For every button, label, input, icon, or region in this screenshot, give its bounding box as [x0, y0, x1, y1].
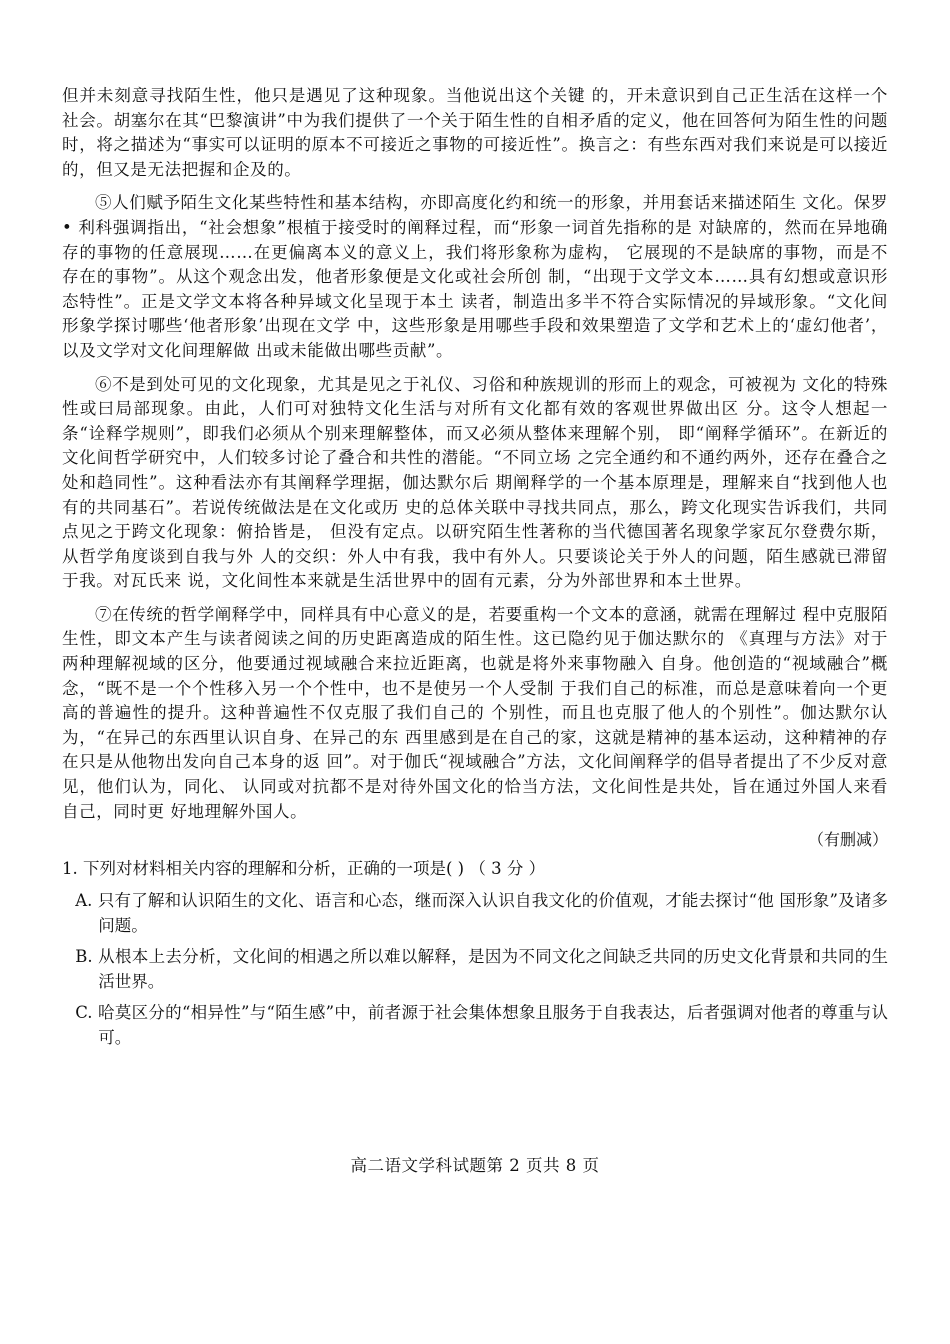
page-footer: 高二语文学科试题第 2 页共 8 页 [350, 1156, 600, 1175]
document-page [62, 84, 888, 1050]
source-note: （有删减） [807, 830, 888, 850]
paragraph-7: ⑦在传统的哲学阐释学中，同样具有中心意义的是，若要重构一个文本的意涵，就需在理解过 程中克服陌生性，即文本产生与读者阅读之间的历史距离造成的陌生性。这已隐约见于伽达默尔的 《真理与方法》对于两种理解视域的区分，他要通过视域融合来拉近距离，也就是将外来事物融入 自身。他创造的“视域融合”概念，“既不是一个个性移入另一个个性中，也不是使另一个人受制 于我们自己的标准，而总是意味着向一个更高的普遍性的提升。这种普遍性不仅克服了我们自己的 个别性，而且也克服了他人的个别性”。伽达默尔认为，“在异己的东西里认识自身、在异己的东 西里感到是在自己的家，这就是精神的基本运动，这种精神的存在只是从他物出发向自己本身的返 回”。对于伽氏“视域融合”方法，文化间阐释学的倡导者提出了不少反对意见，他们认为，同化、 认同或对抗都不是对待外国文化的恰当方法，文化间性是共处，旨在通过外国人来看自己，同时更 好地理解外国人。 [62, 604, 888, 821]
option-text: 只有了解和认识陌生的文化、语言和心态，继而深入认识自我文化的价值观，才能去探讨“他 国形象”及诸多问题。 [97, 891, 888, 936]
paragraph-5: ⑤人们赋予陌生文化某些特性和基本结构，亦即高度化约和统一的形象，并用套话来描述陌生 文化。保罗 • 利科强调指出，“社会想象”根植于接受时的阐释过程，而“形象一词首先指称的是 对缺席的，然而在异地确存的事物的任意展现……在更偏离本义的意义上，我们将形象称为虚构， 它展现的不是缺席的事物，而是不存在的事物”。从这个观念出发，他者形象便是文化或社会所创 制，“出现于文学文本……具有幻想或意识形态特性”。正是文学文本将各种异域文化呈现于本土 读者，制造出多半不符合实际情况的异域形象。“文化间形象学探讨哪些‘他者形象’出现在文学 中，这些形象是用哪些手段和效果塑造了文学和艺术上的‘虚幻他者’，以及文学对文化间理解做 出或未能做出哪些贡献”。 [62, 193, 888, 360]
option-label: C. [75, 1003, 93, 1023]
paragraph-6: ⑥不是到处可见的文化现象，尤其是见之于礼仪、习俗和种族规训的形而上的观念，可被视为 文化的特殊性或曰局部现象。由此，人们可对独特文化生活与对所有文化都有效的客观世界做出区 分。这令人想起一条“诠释学规则”，即我们必须从个别来理解整体，而又必须从整体来理解个别， 即“阐释学循环”。在新近的文化间哲学研究中，人们较多讨论了叠合和共性的潜能。“不同立场 之完全通约和不通约两外，还存在叠合之处和趋同性”。这种看法亦有其阐释学理据，伽达默尔后 期阐释学的一个基本原理是，理解来自“找到他人也有的共同基石”。若说传统做法是在文化或历 史的总体关联中寻找共同点，那么，跨文化现实告诉我们，共同点见之于跨文化现象：俯拾皆是， 但没有定点。以研究陌生性著称的当代德国著名现象学家瓦尔登费尔斯，从哲学角度谈到自我与外 人的交织：外人中有我，我中有外人。只要谈论关于外人的问题，陌生感就已滞留于我。对瓦氏来 说，文化间性本来就是生活世界中的固有元素，分为外部世界和本土世界。 [62, 374, 888, 591]
option-text: 从根本上去分析，文化间的相遇之所以难以解释，是因为不同文化之间缺乏共同的历史文化背景和共同的生活世界。 [98, 947, 889, 992]
question-1 [62, 856, 888, 1050]
option-text: 哈莫区分的“相异性”与“陌生感”中，前者源于社会集体想象且服务于自我表达，后者强调对他者的尊重与认可。 [98, 1003, 888, 1048]
option-label: A. [75, 891, 93, 911]
question-stem: 1. 下列对材料相关内容的理解和分析，正确的一项是( ) （ 3 分 ） [62, 859, 546, 879]
option-label: B. [75, 947, 93, 967]
option-a[interactable] [62, 888, 888, 938]
option-b[interactable] [62, 944, 888, 994]
paragraph-continuation: 但并未刻意寻找陌生性，他只是遇见了这种现象。当他说出这个关键 的，开未意识到自己正生活在这样一个社会。胡塞尔在其“巴黎演讲”中为我们提供了一个关于陌生性的自相矛盾的定义，他在回答何为陌生性的问题时，将之描述为“事实可以证明的原本不可接近之事物的可接近性”。换言之：有些东西对我们来说是可以接近的，但又是无法把握和企及的。 [62, 86, 888, 179]
option-c[interactable] [62, 1000, 888, 1050]
